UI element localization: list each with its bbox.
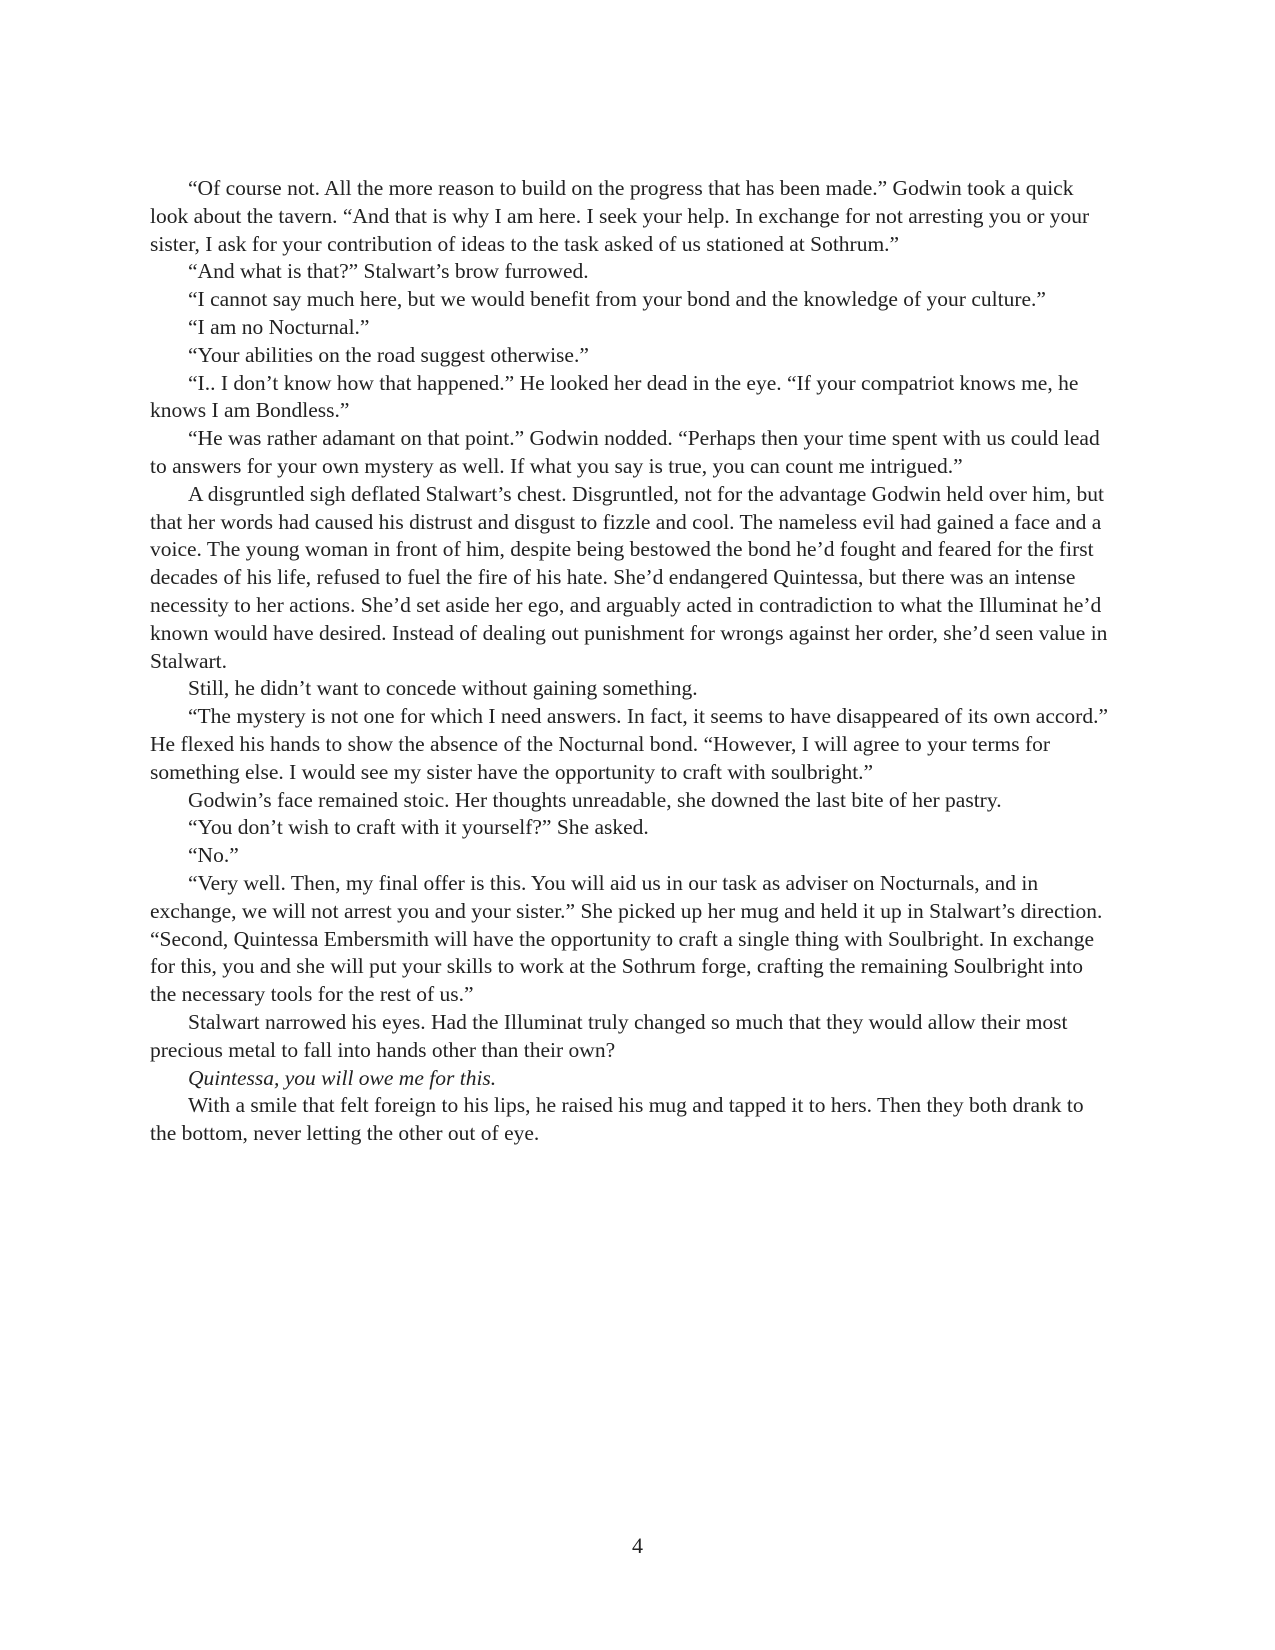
paragraph: “I.. I don’t know how that happened.” He looked her dead in the eye. “If your compatriot knows me, he knows I am Bondless.” [150, 370, 1079, 423]
paragraph: “Of course not. All the more reason to build on the progress that has been made.” Godwin took a quick look about the tavern. “And that is why I am here. I seek your help. In exchange for not arresting you or your sister, I ask for your contribution of ideas to the task asked of us stationed at Sothrum.” [150, 176, 1090, 256]
paragraph: “Very well. Then, my final offer is this. You will aid us in our task as adviser on Nocturnals, and in exchange, we will not arrest you and your sister.” She picked up her mug and held it up in Stalwart’s direction. “Second, Quintessa Embersmith will have the opportunity to craft a single thing with Soulbright. In exchange for this, you and she will put your skills to work at the Sothrum forge, crafting the remaining Soulbright into the necessary tools for the rest of us.” [150, 870, 1103, 1007]
paragraph: “I cannot say much here, but we would benefit from your bond and the knowledge of your culture.” [188, 287, 1046, 312]
paragraph: “No.” [188, 843, 239, 868]
paragraph: With a smile that felt foreign to his lips, he raised his mug and tapped it to hers. Then they both drank to the bottom, never letting the other out of eye. [150, 1093, 1084, 1146]
paragraph: “You don’t wish to craft with it yourself?” She asked. [188, 815, 649, 840]
paragraph: “The mystery is not one for which I need answers. In fact, it seems to have disappeared of its own accord.” He flexed his hands to show the absence of the Nocturnal bond. “However, I will agree to your terms for something else. I would see my sister have the opportunity to craft with soulbright.” [150, 704, 1109, 784]
italic-thought-paragraph: Quintessa, you will owe me for this. [188, 1065, 497, 1090]
paragraph: “He was rather adamant on that point.” Godwin nodded. “Perhaps then your time spent with us could lead to answers for your own mystery as well. If what you say is true, you can count me intrigued.” [150, 426, 1100, 478]
paragraph: “And what is that?” Stalwart’s brow furrowed. [188, 259, 589, 284]
paragraph: A disgruntled sigh deflated Stalwart’s chest. Disgruntled, not for the advantage Godwin held over him, but that her words had caused his distrust and disgust to fizzle and cool. The nameless evil had gained a face and a voice. The young woman in front of him, despite being bestowed the bond he’d fought and feared for the first decades of his life, refused to fuel the fire of his hate. She’d endangered Quintessa, but there was an intense necessity to her actions. She’d set aside her ego, and arguably acted in contradiction to what the Illuminat he’d known would have desired. Instead of dealing out punishment for wrongs against her order, she’d seen value in Stalwart. [150, 481, 1108, 673]
page-body [150, 175, 1110, 1148]
paragraph: Godwin’s face remained stoic. Her thoughts unreadable, she downed the last bite of her pastry. [188, 787, 1002, 812]
page-number: 4 [632, 1533, 643, 1558]
paragraph: “I am no Nocturnal.” [188, 314, 370, 339]
paragraph: “Your abilities on the road suggest otherwise.” [188, 342, 589, 367]
paragraph: Stalwart narrowed his eyes. Had the Illuminat truly changed so much that they would allow their most precious metal to fall into hands other than their own? [150, 1009, 1068, 1062]
paragraph: Still, he didn’t want to concede without gaining something. [188, 676, 698, 701]
